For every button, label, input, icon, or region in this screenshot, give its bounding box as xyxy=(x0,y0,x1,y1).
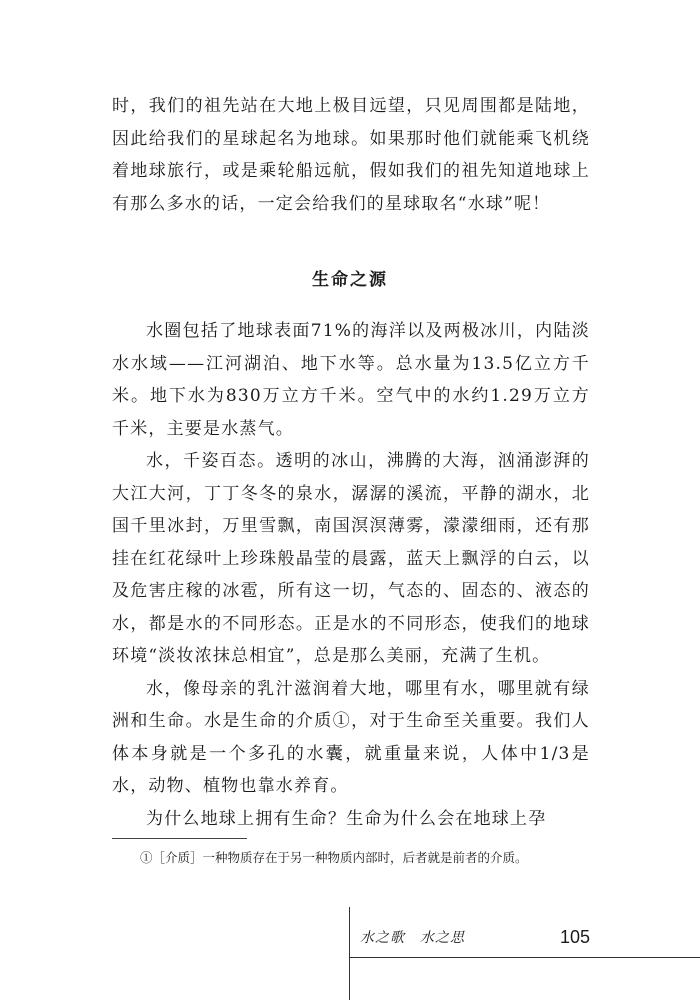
footnote: ①［介质］一种物质存在于另一种物质内部时，后者就是前者的介质。 xyxy=(140,850,528,865)
running-title: 水之歌 水之思 xyxy=(360,930,465,946)
footer-vertical-rule xyxy=(349,907,350,1000)
footnote-divider xyxy=(112,838,247,839)
footer-horizontal-rule xyxy=(349,957,700,958)
body-paragraph-2: 水，千姿百态。透明的冰山，沸腾的大海，汹涌澎湃的大江大河，丁丁冬冬的泉水，潺潺的溪流，平静的湖水，北国千里冰封，万里雪飘，南国溟溟薄雾，濛濛细雨，还有那挂在红花绿叶上珍珠般晶莹的晨露，蓝天上飘浮的白云，以及危害庄稼的冰雹，所有这一切，气态的、固态的、液态的水，都是水的不同形态。正是水的不同形态，使我们的地球环境“淡妆浓抹总相宜”，总是那么美丽，充满了生机。 xyxy=(112,451,590,666)
body-paragraph-3: 水，像母亲的乳汁滋润着大地，哪里有水，哪里就有绿洲和生命。水是生命的介质①，对于生命至关重要。我们人体本身就是一个多孔的水囊，就重量来说，人体中1/3是水，动物、植物也靠水养育。 xyxy=(112,678,590,796)
intro-paragraph: 时，我们的祖先站在大地上极目远望，只见周围都是陆地，因此给我们的星球起名为地球。如果那时他们就能乘飞机绕着地球旅行，或是乘轮船远航，假如我们的祖先知道地球上有那么多水的话，一定会给我们的星球取名“水球”呢！ xyxy=(112,96,590,214)
body-paragraph-1: 水圈包括了地球表面71%的海洋以及两极冰川，内陆淡水水域——江河湖泊、地下水等。总水量为13.5亿立方千米。地下水为830万立方千米。空气中的水约1.29万立方千米，主要是水蒸气。 xyxy=(112,321,590,439)
section-heading: 生命之源 xyxy=(312,270,388,290)
body-paragraph-4: 为什么地球上拥有生命？生命为什么会在地球上孕 xyxy=(146,808,547,829)
section-body xyxy=(112,315,590,835)
page-number: 105 xyxy=(560,927,591,947)
